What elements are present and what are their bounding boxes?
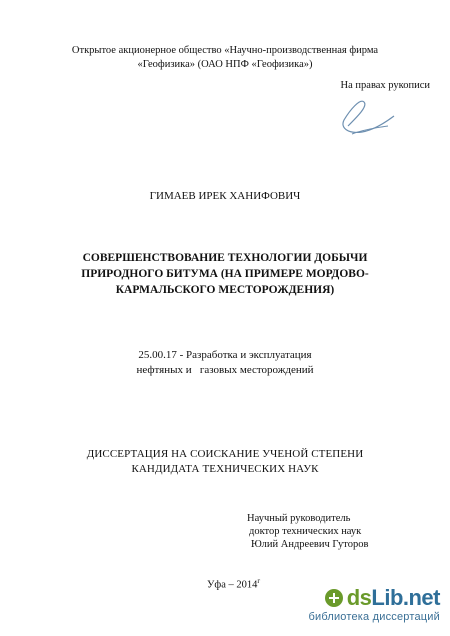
dslib-logo-text [347,586,440,610]
organization-line-1: Открытое акционерное общество «Научно-производственная фирма [71,45,379,56]
supervisor-degree: доктор технических наук [249,526,362,537]
logo-lib: Lib.net [371,585,440,610]
year-suffix: г [257,577,261,585]
supervisor-role: Научный руководитель [247,513,351,524]
city-year [207,577,260,591]
dissertation-line-2: КАНДИДАТА ТЕХНИЧЕСКИХ НАУК [131,463,319,475]
watermark-subtitle: библиотека диссертаций [308,611,440,623]
dslib-logo-icon [324,588,344,608]
title-line-1: СОВЕРШЕНСТВОВАНИЕ ТЕХНОЛОГИИ ДОБЫЧИ [82,252,368,264]
dissertation-line-1: ДИССЕРТАЦИЯ НА СОИСКАНИЕ УЧЕНОЙ СТЕПЕНИ [86,448,364,460]
logo-ds: ds [346,585,372,610]
specialty-line-2: нефтяных и газовых месторождений [136,364,314,376]
supervisor-name: Юлий Андреевич Гуторов [251,539,369,550]
organization-line-2: «Геофизика» (ОАО НПФ «Геофизика») [137,59,313,70]
title-line-3: КАРМАЛЬСКОГО МЕСТОРОЖДЕНИЯ) [115,284,335,296]
signature-scribble [338,96,398,138]
watermark[interactable] [308,586,440,623]
title-line-2: ПРИРОДНОГО БИТУМА (НА ПРИМЕРЕ МОРДОВО- [81,268,369,280]
manuscript-rights-label: На правах рукописи [340,80,430,91]
specialty-line-1: 25.00.17 - Разработка и эксплуатация [138,349,312,361]
city-year-text: Уфа – 2014 [207,579,258,591]
author-name: ГИМАЕВ ИРЕК ХАНИФОВИЧ [149,190,301,202]
